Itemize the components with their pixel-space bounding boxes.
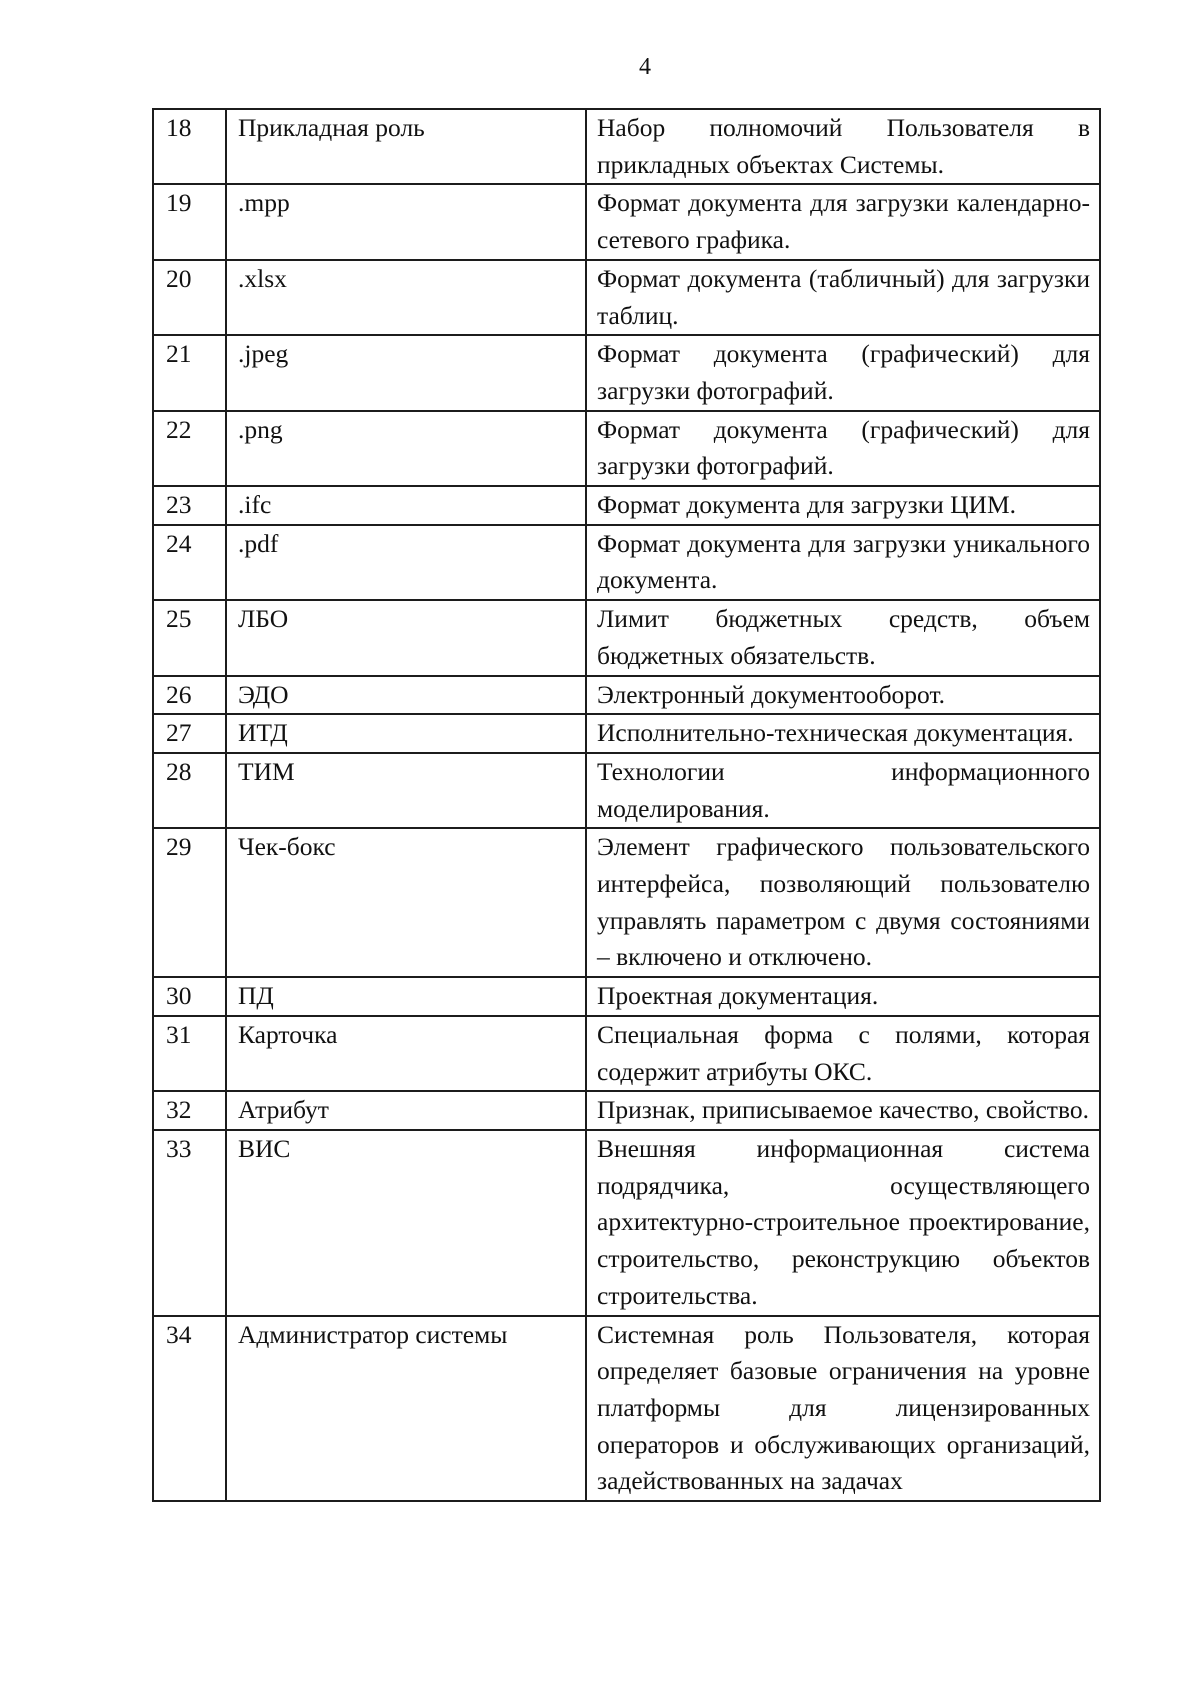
term-cell: .png — [226, 411, 586, 486]
table-row — [153, 1091, 1100, 1130]
definition-cell: Формат документа для загрузки календарно-сетевого графика. — [586, 184, 1100, 259]
row-number: 29 — [153, 828, 226, 977]
definition-cell: Признак, приписываемое качество, свойство. — [586, 1091, 1100, 1130]
definition-cell: Системная роль Пользователя, которая определяет базовые ограничения на уровне платформы для лицензированных операторов и обслуживающих организаций, задействованных на задачах — [586, 1316, 1100, 1502]
row-number: 24 — [153, 525, 226, 600]
row-number: 27 — [153, 714, 226, 753]
table-row — [153, 828, 1100, 977]
term-cell: Администратор системы — [226, 1316, 586, 1502]
row-number: 31 — [153, 1016, 226, 1091]
row-number: 34 — [153, 1316, 226, 1502]
term-cell: .jpeg — [226, 335, 586, 410]
row-number: 28 — [153, 753, 226, 828]
row-number: 19 — [153, 184, 226, 259]
definition-cell: Формат документа для загрузки ЦИМ. — [586, 486, 1100, 525]
definition-cell: Специальная форма с полями, которая содержит атрибуты ОКС. — [586, 1016, 1100, 1091]
definition-cell: Формат документа для загрузки уникального документа. — [586, 525, 1100, 600]
definition-cell: Элемент графического пользовательского интерфейса, позволяющий пользователю управлять параметром с двумя состояниями – включено и отключено. — [586, 828, 1100, 977]
term-cell: ТИМ — [226, 753, 586, 828]
definition-cell: Набор полномочий Пользователя в прикладных объектах Системы. — [586, 109, 1100, 184]
row-number: 33 — [153, 1130, 226, 1316]
term-cell: ВИС — [226, 1130, 586, 1316]
term-cell: .mpp — [226, 184, 586, 259]
definition-cell: Технологии информационного моделирования. — [586, 753, 1100, 828]
term-cell: .ifc — [226, 486, 586, 525]
term-cell: ПД — [226, 977, 586, 1016]
table-row — [153, 184, 1100, 259]
definition-cell: Формат документа (графический) для загрузки фотографий. — [586, 411, 1100, 486]
term-cell: ИТД — [226, 714, 586, 753]
term-cell: Чек-бокс — [226, 828, 586, 977]
definition-cell: Электронный документооборот. — [586, 676, 1100, 715]
term-cell: .xlsx — [226, 260, 586, 335]
definition-cell: Лимит бюджетных средств, объем бюджетных обязательств. — [586, 600, 1100, 675]
table-row — [153, 1130, 1100, 1316]
table-row — [153, 109, 1100, 184]
table-row — [153, 411, 1100, 486]
row-number: 20 — [153, 260, 226, 335]
row-number: 25 — [153, 600, 226, 675]
row-number: 32 — [153, 1091, 226, 1130]
row-number: 23 — [153, 486, 226, 525]
table-row — [153, 525, 1100, 600]
table-row — [153, 486, 1100, 525]
definition-cell: Проектная документация. — [586, 977, 1100, 1016]
term-cell: .pdf — [226, 525, 586, 600]
row-number: 18 — [153, 109, 226, 184]
term-cell: Карточка — [226, 1016, 586, 1091]
table-row — [153, 1316, 1100, 1502]
glossary-table-body — [153, 109, 1100, 1501]
term-cell: Атрибут — [226, 1091, 586, 1130]
table-row — [153, 335, 1100, 410]
definition-cell: Внешняя информационная система подрядчика, осуществляющего архитектурно-строительное проектирование, строительство, реконструкцию объектов строительства. — [586, 1130, 1100, 1316]
row-number: 22 — [153, 411, 226, 486]
table-row — [153, 260, 1100, 335]
term-cell: Прикладная роль — [226, 109, 586, 184]
term-cell: ЭДО — [226, 676, 586, 715]
definition-cell: Исполнительно-техническая документация. — [586, 714, 1100, 753]
table-row — [153, 600, 1100, 675]
row-number: 30 — [153, 977, 226, 1016]
definition-cell: Формат документа (табличный) для загрузки таблиц. — [586, 260, 1100, 335]
table-row — [153, 977, 1100, 1016]
row-number: 21 — [153, 335, 226, 410]
definition-cell: Формат документа (графический) для загрузки фотографий. — [586, 335, 1100, 410]
table-row — [153, 676, 1100, 715]
table-row — [153, 714, 1100, 753]
page-number: 4 — [639, 54, 651, 80]
row-number: 26 — [153, 676, 226, 715]
term-cell: ЛБО — [226, 600, 586, 675]
table-row — [153, 1016, 1100, 1091]
table-row — [153, 753, 1100, 828]
glossary-table — [152, 108, 1101, 1502]
